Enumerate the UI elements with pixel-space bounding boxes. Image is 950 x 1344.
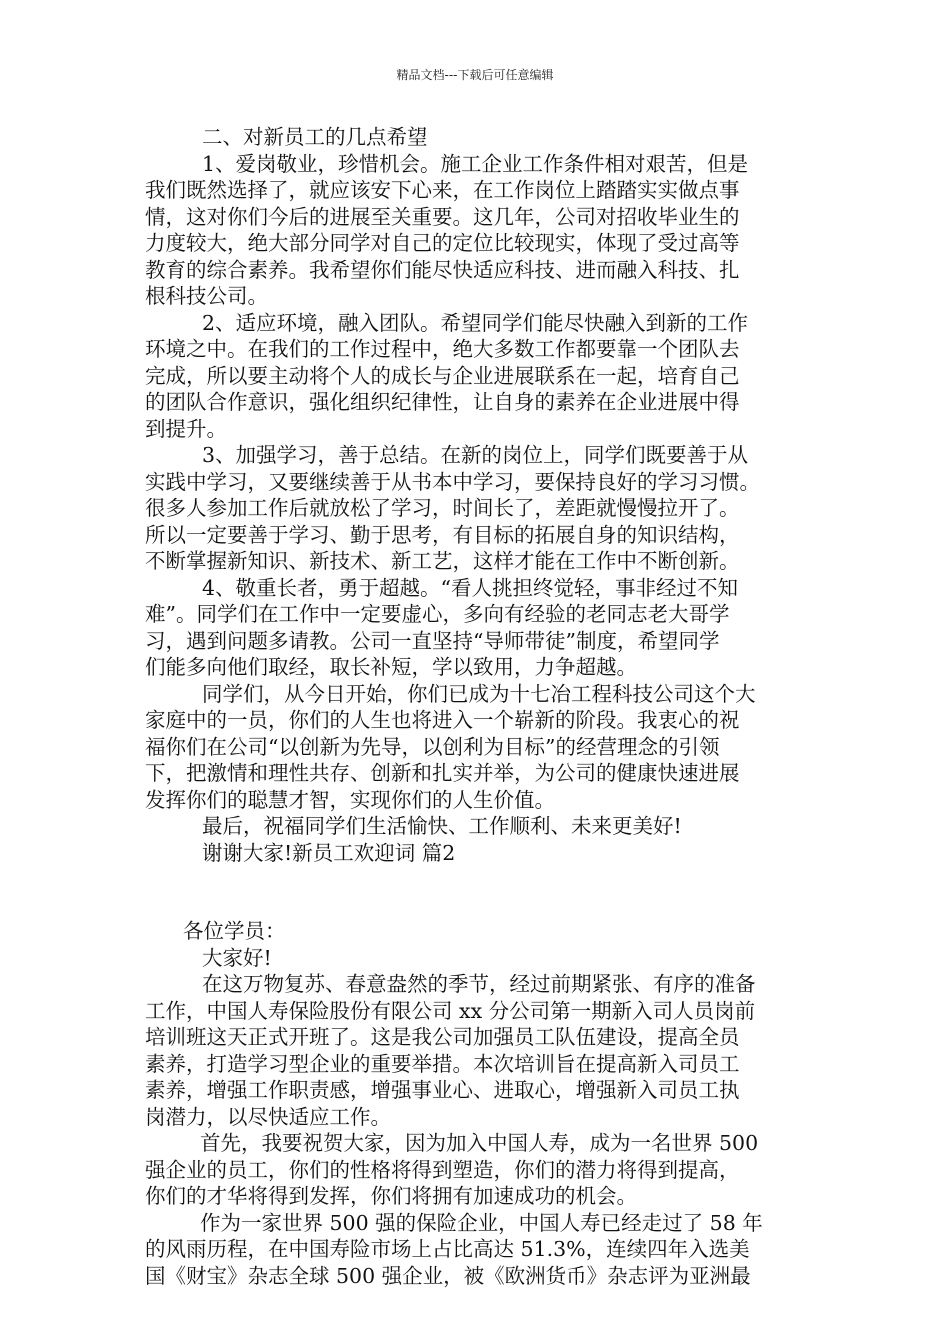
document-body xyxy=(145,124,825,1289)
paragraph-line: 工作，中国人寿保险股份有限公司 xx 分公司第一期新入司人员岗前 xyxy=(145,998,756,1023)
paragraph-line: 同学们，从今日开始，你们已成为十七冶工程科技公司这个大 xyxy=(202,681,756,706)
paragraph-line: 完成，所以要主动将个人的成长与企业进展联系在一起，培育自己 xyxy=(145,363,740,388)
paragraph-line: 国《财宝》杂志全球 500 强企业，被《欧洲货币》杂志评为亚洲最 xyxy=(145,1263,751,1288)
paragraph-line: 到提升。 xyxy=(145,416,227,441)
paragraph-line: 发挥你们的聪慧才智，实现你们的人生价值。 xyxy=(145,787,555,812)
paragraph-line: 1、爱岗敬业，珍惜机会。施工企业工作条件相对艰苦，但是 xyxy=(202,151,749,176)
salutation: 各位学员： xyxy=(183,919,286,943)
paragraph-line: 培训班这天正式开班了。这是我公司加强员工队伍建设，提高全员 xyxy=(145,1025,740,1049)
paragraph-line: 福你们在公司“以创新为先导，以创利为目标”的经营理念的引领 xyxy=(145,734,720,759)
paragraph-line: 根科技公司。 xyxy=(145,284,268,308)
paragraph-line: 在这万物复苏、春意盎然的季节，经过前期紧张、有序的准备 xyxy=(202,972,756,996)
paragraph-line: 教育的综合素养。我希望你们能尽快适应科技、进而融入科技、扎 xyxy=(145,257,740,282)
paragraph-line: 环境之中。在我们的工作过程中，绝大多数工作都要靠一个团队去 xyxy=(145,337,740,361)
thanks-and-next-title: 谢谢大家!新员工欢迎词 篇2 xyxy=(202,840,456,865)
paragraph-line: 的风雨历程，在中国寿险市场上占比高达 51.3%，连续四年入选美 xyxy=(145,1237,750,1261)
paragraph-line: 的团队合作意识，强化组织纪律性，让自身的素养在企业进展中得 xyxy=(145,390,740,414)
paragraph-line: 所以一定要善于学习、勤于思考，有目标的拓展自身的知识结构， xyxy=(145,522,740,547)
paragraph-line: 我们既然选择了，就应该安下心来，在工作岗位上踏踏实实做点事 xyxy=(145,178,740,202)
paragraph-line: 不断掌握新知识、新技术、新工艺，这样才能在工作中不断创新。 xyxy=(145,549,740,573)
paragraph-line: 岗潜力，以尽快适应工作。 xyxy=(145,1104,391,1129)
paragraph-line: 3、加强学习，善于总结。在新的岗位上，同学们既要善于从 xyxy=(202,443,749,467)
paragraph-line: 强企业的员工，你们的性格将得到塑造，你们的潜力将得到提高， xyxy=(145,1157,740,1182)
paragraph-line: 素养，增强工作职责感，增强事业心、进取心，增强新入司员工执 xyxy=(145,1078,740,1102)
paragraph-line: 家庭中的一员，你们的人生也将进入一个崭新的阶段。我衷心的祝 xyxy=(145,708,740,732)
paragraph-line: 情，这对你们今后的进展至关重要。这几年，公司对招收毕业生的 xyxy=(145,204,740,229)
paragraph-line: 你们的才华将得到发挥，你们将拥有加速成功的机会。 xyxy=(145,1184,637,1208)
paragraph-line: 下，把激情和理性共存、创新和扎实并举，为公司的健康快速进展 xyxy=(145,761,740,785)
section-spacer xyxy=(145,866,825,918)
paragraph-line: 首先，我要祝贺大家，因为加入中国人寿，成为一名世界 500 xyxy=(200,1131,759,1155)
paragraph-line: 4、敬重长者，勇于超越。“看人挑担终觉轻，事非经过不知 xyxy=(202,575,739,600)
paragraph-line: 实践中学习，又要继续善于从书本中学习，要保持良好的学习习惯。 xyxy=(145,469,760,494)
closing-wish: 最后，祝福同学们生活愉快、工作顺利、未来更美好! xyxy=(202,814,682,838)
paragraph-line: 力度较大，绝大部分同学对自己的定位比较现实，体现了受过高等 xyxy=(145,231,740,255)
paragraph-line: 2、适应环境，融入团队。希望同学们能尽快融入到新的工作 xyxy=(202,310,749,335)
section-heading: 二、对新员工的几点希望 xyxy=(202,125,428,149)
paragraph-line: 们能多向他们取经，取长补短，学以致用，力争超越。 xyxy=(145,655,637,679)
paragraph-line: 素养，打造学习型企业的重要举措。本次培训旨在提高新入司员工 xyxy=(145,1051,740,1076)
greeting: 大家好! xyxy=(202,945,272,970)
paragraph-line: 很多人参加工作后就放松了学习，时间长了，差距就慢慢拉开了。 xyxy=(145,496,740,520)
paragraph-line: 习，遇到问题多请教。公司一直坚持“导师带徒”制度，希望同学 xyxy=(145,628,720,653)
paragraph-line: 难”。同学们在工作中一定要虚心，多向有经验的老同志老大哥学 xyxy=(145,602,730,626)
page-header: 精品文档---下载后可任意编辑 xyxy=(396,68,554,82)
paragraph-line: 作为一家世界 500 强的保险企业，中国人寿已经走过了 58 年 xyxy=(200,1210,763,1235)
